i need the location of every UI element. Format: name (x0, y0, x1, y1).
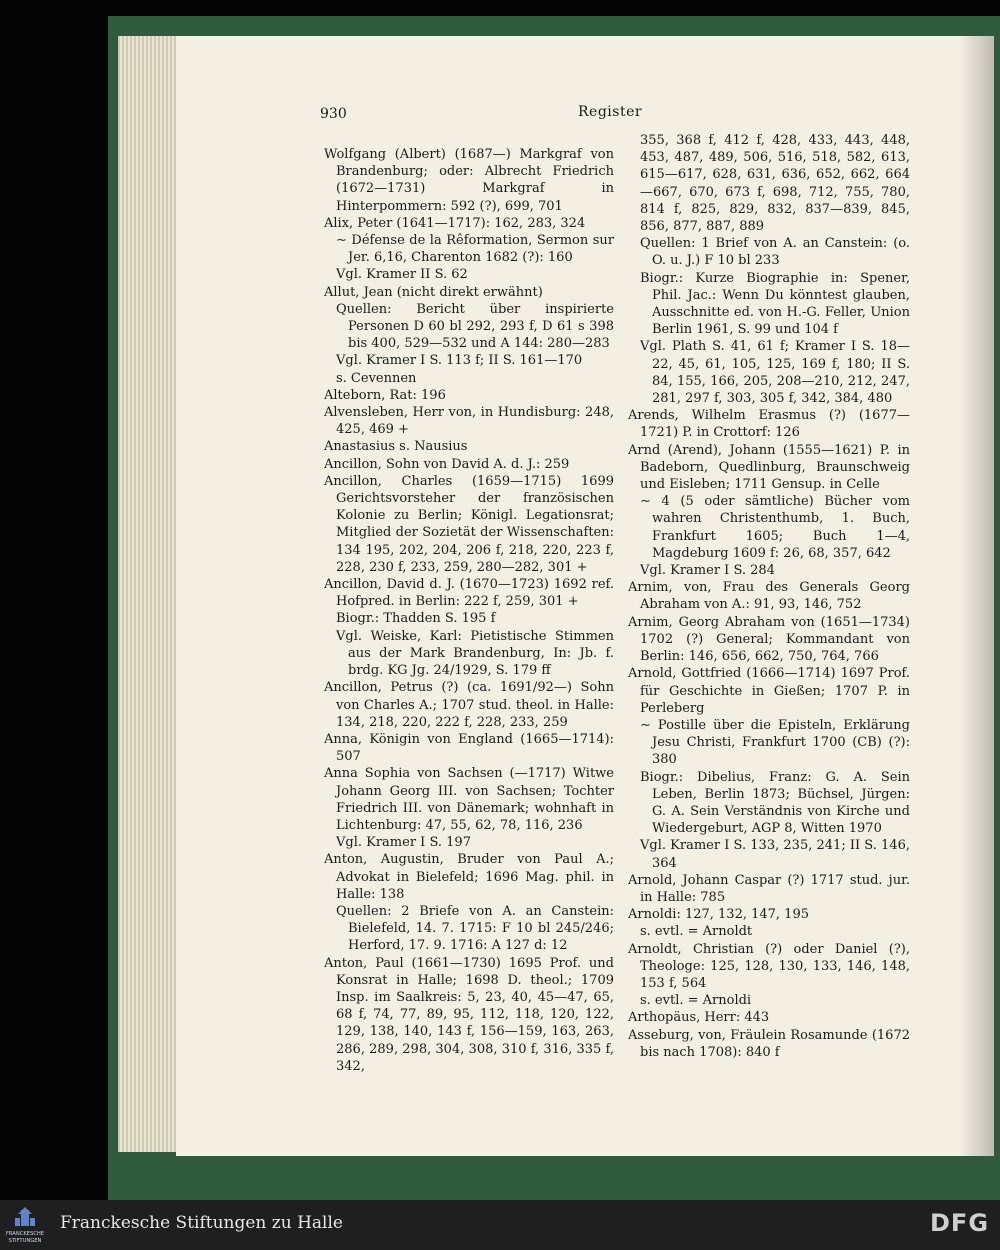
index-entry: Anna Sophia von Sachsen (—1717) Witwe Johann Georg III. von Sachsen; Tochter Friedrich III. von Dänemark; wohnhaft in Lichtenburg: 47, 55, 62, 78, 116, 236 (324, 766, 614, 833)
index-entry: Ancillon, Charles (1659—1715) 1699 Gerichtsvorsteher der französischen Kolonie zu Berlin; Königl. Legationsrat; Mitglied der Sozietät der Wissenschaften: 134 195, 202, 204, 206 f, 218, 220, 223 f, 228, 230 f, 233, 259, 280—282, 301 + (324, 473, 614, 575)
index-entry: Anastasius s. Nausius (324, 439, 468, 455)
index-entry: Quellen: 1 Brief von A. an Canstein: (o. O. u. J.) F 10 bl 233 (640, 236, 910, 269)
index-entry: Allut, Jean (nicht direkt erwähnt) (324, 284, 543, 300)
svg-text:STIFTUNGEN: STIFTUNGEN (8, 1238, 42, 1244)
index-entry: Arthopäus, Herr: 443 (628, 1010, 770, 1026)
index-entry: Vgl. Kramer I S. 113 f; II S. 161—170 (336, 353, 583, 369)
right-column (628, 132, 910, 1061)
index-entry: Ancillon, David d. J. (1670—1723) 1692 ref. Hofpred. in Berlin: 222 f, 259, 301 + (324, 577, 614, 610)
index-entry: Vgl. Kramer I S. 284 (640, 563, 775, 579)
svg-text:FRANCKESCHE: FRANCKESCHE (5, 1231, 45, 1237)
index-entry: ∼ Défense de la Rêformation, Sermon sur Jer. 6,16, Charenton 1682 (?): 160 (336, 233, 614, 266)
index-entry: s. evtl. = Arnoldi (640, 993, 752, 1009)
index-entry: Biogr.: Dibelius, Franz: G. A. Sein Leben, Berlin 1873; Büchsel, Jürgen: G. A. Sein Verständnis von Kirche und Wiedergeburt, AGP 8, Witten 1970 (640, 769, 910, 837)
index-entry: Asseburg, von, Fräulein Rosamunde (1672 bis nach 1708): 840 f (628, 1027, 910, 1060)
page-gutter-shadow (960, 36, 994, 1156)
index-entry: Arends, Wilhelm Erasmus (?) (1677—1721) P. in Crottorf: 126 (628, 408, 910, 441)
index-entry: Arnold, Johann Caspar (?) 1717 stud. jur. in Halle: 785 (628, 872, 910, 905)
index-entry: Alteborn, Rat: 196 (324, 387, 446, 403)
page-number: 930 (320, 106, 347, 122)
index-entry: Quellen: 2 Briefe von A. an Canstein: Bielefeld, 14. 7. 1715: F 10 bl 245/246; Herford, 17. 9. 1716: A 127 d: 12 (336, 903, 614, 954)
index-entry: Ancillon, Petrus (?) (ca. 1691/92—) Sohn von Charles A.; 1707 stud. theol. in Halle: 134, 218, 220, 222 f, 228, 233, 259 (324, 680, 614, 730)
index-entry: Vgl. Kramer I S. 133, 235, 241; II S. 146, 364 (640, 838, 910, 871)
index-entry: Vgl. Weiske, Karl: Pietistische Stimmen aus der Mark Brandenburg, In: Jb. f. brdg. KG Jg. 24/1929, S. 179 ff (336, 628, 614, 679)
running-head: Register (578, 104, 643, 120)
franckesche-stiftungen-logo (4, 1204, 46, 1246)
left-column (324, 146, 614, 1075)
index-entry: Anna, Königin von England (1665—1714): 507 (324, 731, 614, 765)
index-entry: Arnoldi: 127, 132, 147, 195 (628, 907, 809, 923)
index-entry: Vgl. Plath S. 41, 61 f; Kramer I S. 18—22, 45, 61, 105, 125, 169 f, 180; II S. 84, 155, 166, 205, 208—210, 212, 247, 281, 297 f, 303, 305 f, 342, 384, 480 (640, 339, 910, 407)
institution-name: Franckesche Stiftungen zu Halle (60, 1213, 343, 1233)
index-entry: Alix, Peter (1641—1717): 162, 283, 324 (324, 215, 586, 231)
index-entry: s. Cevennen (336, 370, 417, 386)
index-entry: Anton, Augustin, Bruder von Paul A.; Advokat in Bielefeld; 1696 Mag. phil. in Halle: 138 (324, 852, 614, 902)
index-entry: Anton, Paul (1661—1730) 1695 Prof. und Konsrat in Halle; 1698 D. theol.; 1709 Insp. im Saalkreis: 5, 23, 40, 45—47, 65, 68 f, 74, 77, 89, 95, 112, 118, 120, 122, 129, 138, 140, 143 f, 156—159, 163, 263, 286, 289, 298, 304, 308, 310 f, 316, 335 f, 342, (324, 955, 614, 1074)
index-entry: Arnoldt, Christian (?) oder Daniel (?), Theologe: 125, 128, 130, 133, 146, 148, 153 f, 564 (628, 941, 910, 991)
index-entry: Ancillon, Sohn von David A. d. J.: 259 (324, 456, 570, 472)
index-entry: Alvensleben, Herr von, in Hundisburg: 248, 425, 469 + (324, 405, 614, 438)
index-entry: Biogr.: Kurze Biographie in: Spener, Phil. Jac.: Wenn Du könntest glauben, Ausschnitte ed. von H.-G. Feller, Union Berlin 1961, S. 99 und 104 f (640, 270, 910, 338)
index-entry: Arnim, von, Frau des Generals Georg Abraham von A.: 91, 93, 146, 752 (628, 580, 910, 613)
index-entry: Arnold, Gottfried (1666—1714) 1697 Prof. für Geschichte in Gießen; 1707 P. in Perleberg (628, 666, 910, 716)
dfg-logo: DFG (930, 1209, 990, 1237)
index-entry: Vgl. Kramer I S. 197 (336, 835, 471, 851)
index-entry: 355, 368 f, 412 f, 428, 433, 443, 448, 453, 487, 489, 506, 516, 518, 582, 613, 615—617, 628, 631, 636, 652, 662, 664—667, 670, 673 f, 698, 712, 755, 780, 814 f, 825, 829, 832, 837—839, 845, 856, 877, 887, 889 (640, 133, 910, 235)
index-entry: Arnd (Arend), Johann (1555—1621) P. in Badeborn, Quedlinburg, Braunschweig und Eisleben; 1711 Gensup. in Celle (628, 442, 910, 493)
page-edges (118, 36, 178, 1152)
index-entry: Quellen: Bericht über inspirierte Personen D 60 bl 292, 293 f, D 61 s 398 bis 400, 529—532 und A 144: 280—283 (336, 301, 614, 352)
index-entry: Arnim, Georg Abraham von (1651—1734) 1702 (?) General; Kommandant von Berlin: 146, 656, 662, 750, 764, 766 (628, 614, 910, 665)
index-entry: Biogr.: Thadden S. 195 f (336, 611, 496, 627)
index-entry: Wolfgang (Albert) (1687—) Markgraf von Brandenburg; oder: Albrecht Friedrich (1672—1731) Markgraf in Hinterpommern: 592 (?), 699, 701 (324, 147, 614, 214)
index-entry: ∼ Postille über die Episteln, Erklärung Jesu Christi, Frankfurt 1700 (CB) (?): 380 (640, 717, 910, 768)
index-entry: ∼ 4 (5 oder sämtliche) Bücher vom wahren Christenthumb, 1. Buch, Frankfurt 1605; Buch 1—4, Magdeburg 1609 f: 26, 68, 357, 642 (640, 494, 910, 561)
index-entry: Vgl. Kramer II S. 62 (336, 267, 468, 283)
index-entry: s. evtl. = Arnoldt (640, 924, 753, 940)
